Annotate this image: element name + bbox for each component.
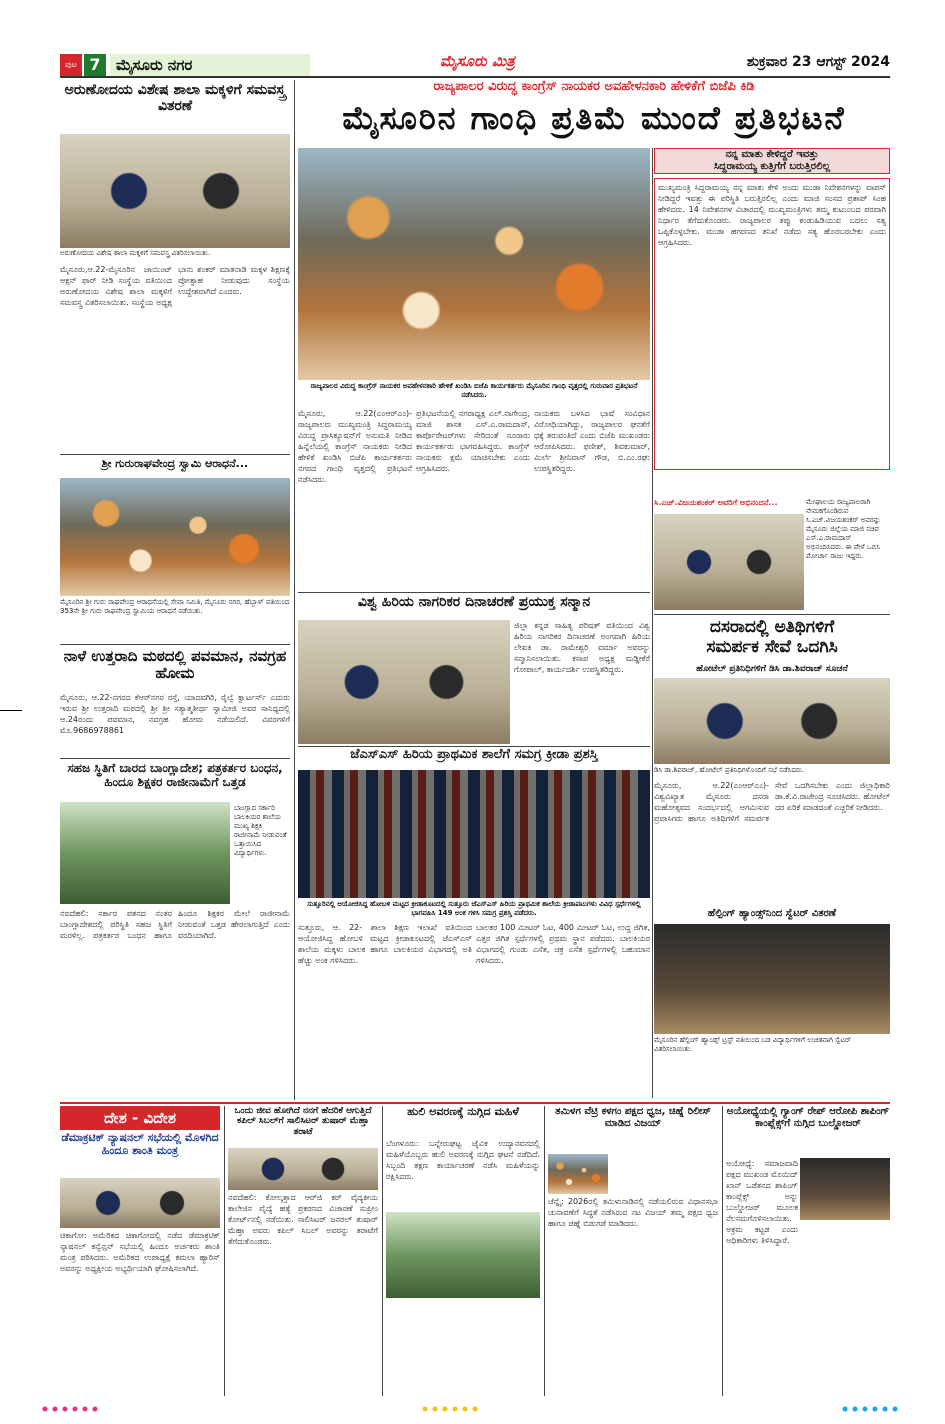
helping-photo — [654, 924, 890, 1034]
lead-body-col3: ನಾಯಕರು ಬಳಸಿದ ಭಾಷೆ ಸಂವಿಧಾನ ವಿರೋಧಿಯಾಗಿದ್ದು, ರಾಜ್ಯಪಾಲರ ಘನತೆಗೆ ಧಕ್ಕೆ ತರುವಂತಿದೆ ಎಂದು ಬಿಜೆಪಿ ಮುಖಂಡರು ಆರೋಪಿಸಿದರು. ಫಣೀಶ್, ಶಿವಕುಮಾರ್, ಮಿರ್ಲೆ ಶ್ರೀನಿವಾಸ್ ಗೌಡ, ಬಿ.ಎಂ.ರಘು ಉಪಸ್ಥಿತರಿದ್ದರು. — [534, 409, 650, 473]
sports-caption: ಸುತ್ತೂರಿನಲ್ಲಿ ಆಯೋಜಿಸಿದ್ದ ಹೋಬಳಿ ಮಟ್ಟದ ಕ್ರೀಡಾಕೂಟದಲ್ಲಿ ಸುತ್ತೂರು ಜೆಎಸ್‌ಎಸ್ ಹಿರಿಯ ಪ್ರಾಥಮಿಕ ಶಾಲೆಯ ಕ್ರೀಡಾಪಟುಗಳು ವಿವಿಧ ಸ್ಪರ್ಧೆಗಳಲ್ಲಿ ಭಾಗವಹಿಸಿ 149 ಅಂಕ ಗಳಿಸಿ ಸಮಗ್ರ ಪ್ರಶಸ್ತಿ ಪಡೆದರು. — [298, 900, 650, 920]
world-story4-headline: ತಮಿಳಗ ವೆಟ್ರಿ ಕಳಗಂ ಪಕ್ಷದ ಧ್ವಜ, ಚಿಹ್ನೆ ರಿಲೀಸ್ ಮಾಡಿದ ವಿಜಯ್ — [555, 1106, 711, 1129]
divider — [60, 454, 290, 455]
world-story1-photo — [60, 1178, 220, 1228]
paper-date: ಶುಕ್ರವಾರ 23 ಆಗಸ್ಟ್ 2024 — [746, 54, 890, 70]
world-story5-photo — [800, 1158, 890, 1220]
lead-photo — [298, 148, 650, 380]
uniform-body: ಮೈಸೂರು,ಆ.22-ಮೈಸೂರಿನ ಜಾಯಿಂಟ್ ಆಕ್ಷನ್ ಫಾರ್ ನೀಡಿ ಸಂಸ್ಥೆಯ ವತಿಯಿಂದ ಅರುಣೋದಯ ವಿಶೇಷ ಶಾಲಾ ಮಕ್ಕಳಿಗೆ ಸಮವಸ್ತ್ರ ವಿತರಿಸಲಾಯಿತು. ಸಂಸ್ಥೆಯ ಅಧ್ಯಕ್ಷ ಭಾನು ಶಂಕರ್ ಮಾತನಾಡಿ ಮಕ್ಕಳ ಶಿಕ್ಷಣಕ್ಕೆ ಪ್ರೋತ್ಸಾಹ ನೀಡುವುದು ಸಂಸ್ಥೆಯ ಉದ್ದೇಶವಾಗಿದೆ ಎಂದರು. — [60, 265, 290, 307]
senior-headline: ವಿಶ್ವ ಹಿರಿಯ ನಾಗರಿಕರ ದಿನಾಚರಣೆ ಪ್ರಯುಕ್ತ ಸನ್ಮಾನ — [357, 594, 591, 610]
registration-dots — [840, 1405, 900, 1413]
column-rule — [544, 1106, 545, 1396]
dasara-caption: ಡಿಸಿ ಡಾ.ಶಿವರಾಜ್, ಹೋಟೆಲ್ ಪ್ರತಿನಿಧಿಗಳೊಂದಿಗೆ ಸಭೆ ನಡೆಸಿದರು. — [654, 766, 890, 778]
cm-box — [654, 148, 890, 174]
uniform-headline: ಅರುಣೋದಯ ವಿಶೇಷ ಶಾಲಾ ಮಕ್ಕಳಿಗೆ ಸಮವಸ್ತ್ರ ವಿತರಣೆ — [64, 82, 286, 115]
helping-caption: ಮೈಸೂರಿನ ಹೆಲ್ಪಿಂಗ್ ಹ್ಯಾಂಡ್ಸ್ ಟ್ರಸ್ಟ್ ವತಿಯಿಂದ ಬಡ ವಿದ್ಯಾರ್ಥಿಗಳಿಗೆ ಉಚಿತವಾಗಿ ಸ್ವೆಟರ್ ವಿತರಿಸಲಾಯಿತು. — [654, 1036, 890, 1098]
column-rule — [652, 148, 653, 1098]
honour-kicker: ಸಿ.ಎಚ್.ವಿಜಯಶಂಕರ್ ಅವರಿಗೆ ಅಭಿನಂದನೆ... — [654, 498, 778, 507]
world-story3-photo — [386, 1212, 540, 1298]
cm-headline-line2: ಸಿದ್ದರಾಮಯ್ಯ ಕುತ್ತಿಗೆಗೆ ಬರುತ್ತಿರಲಿಲ್ಲ — [713, 160, 831, 172]
divider — [60, 644, 290, 645]
world-story3-headline: ಹುಲಿ ಅವರಣಕ್ಕೆ ನುಗ್ಗಿದ ಮಹಿಳೆ — [407, 1106, 519, 1118]
bangladesh-headline: ಸಹಜ ಸ್ಥಿತಿಗೆ ಬಾರದ ಬಾಂಗ್ಲಾದೇಶ; ಪತ್ರಕರ್ತರ ಬಂಧನ, ಹಿಂದೂ ಶಿಕ್ಷಕರ ರಾಜೀನಾಮೆಗೆ ಒತ್ತಡ — [67, 762, 283, 789]
world-story2-body: ನವದೆಹಲಿ: ಕೋಲ್ಕತ್ತಾದ ಆರ್‌ಜಿ ಕರ್ ವೈದ್ಯಕೀಯ ಕಾಲೇಜಿನ ವೈದ್ಯೆ ಹತ್ಯೆ ಪ್ರಕರಣದ ವಿಚಾರಣೆ ಸುಪ್ರೀಂ ಕೋರ್ಟ್‌ನಲ್ಲಿ ನಡೆಯಿತು. ಸಾಲಿಸಿಟರ್ ಜನರಲ್ ತುಷಾರ್ ಮೆಹ್ತಾ ಅವರು ಕಪಿಲ್ ಸಿಬಲ್ ಅವರನ್ನು ತರಾಟೆಗೆ ತೆಗೆದುಕೊಂಡರು. — [228, 1193, 378, 1246]
paper-name: ಮೈಸೂರು ಮಿತ್ರ — [440, 52, 515, 70]
registration-dots — [420, 1405, 480, 1413]
lead-caption: ರಾಜ್ಯಪಾಲರ ವಿರುದ್ಧ ಕಾಂಗ್ರೆಸ್ ನಾಯಕರ ಅವಹೇಳನಕಾರಿ ಹೇಳಿಕೆ ಖಂಡಿಸಿ ಬಿಜೆಪಿ ಕಾರ್ಯಕರ್ತರು ಮೈಸೂರಿನ ಗಾಂಧಿ ವೃತ್ತದಲ್ಲಿ ಗುರುವಾರ ಪ್ರತಿಭಟನೆ ನಡೆಸಿದರು. — [298, 382, 650, 406]
world-story5-headline: ಅಯೋಧ್ಯೆಯಲ್ಲಿ ಗ್ಯಾಂಗ್ ರೇಪ್ ಆರೋಪಿ ಶಾಪಿಂಗ್ ಕಾಂಪ್ಲೆಕ್ಸ್‌ಗೆ ನುಗ್ಗಿದ ಬುಲ್ಡೋಜರ್ — [726, 1106, 890, 1129]
column-rule — [722, 1106, 723, 1396]
column-rule — [224, 1106, 225, 1396]
divider — [298, 592, 650, 593]
world-story3-body: ಬೆಂಗಳೂರು: ಬನ್ನೇರುಘಟ್ಟ ಜೈವಿಕ ಉದ್ಯಾನವನದಲ್ಲಿ ಮಹಿಳೆಯೊಬ್ಬರು ಹುಲಿ ಅವರಣಕ್ಕೆ ನುಗ್ಗಿದ ಘಟನೆ ನಡೆದಿದೆ. ಸಿಬ್ಬಂದಿ ತಕ್ಷಣ ಕಾರ್ಯಾಚರಣೆ ನಡೆಸಿ ಮಹಿಳೆಯನ್ನು ರಕ್ಷಿಸಿದರು. — [386, 1139, 540, 1181]
world-story4-photo — [548, 1154, 608, 1194]
column-rule — [382, 1106, 383, 1396]
world-section-label: ದೇಶ - ವಿದೇಶ — [60, 1106, 220, 1130]
dasara-body: ಮೈಸೂರು, ಆ.22(ಎಂಆರ್‌ಎಂ)- ವಿಶ್ವವಿಖ್ಯಾತ ಮೈಸೂರು ದಸರಾ ಮಹೋತ್ಸವದ ಸಂದರ್ಭದಲ್ಲಿ ಆಗಮಿಸುವ ಪ್ರವಾಸಿಗರು ಹಾಗೂ ಅತಿಥಿಗಳಿಗೆ ಸಮರ್ಪಕ ಸೇವೆ ಒದಗಿಸಬೇಕು ಎಂದು ಜಿಲ್ಲಾಧಿಕಾರಿ ಡಾ.ಕೆ.ವಿ.ರಾಜೇಂದ್ರ ಸೂಚಿಸಿದರು. ಹೋಟೆಲ್ ದರ ಏರಿಕೆ ಮಾಡದಂತೆ ಎಚ್ಚರಿಕೆ ನೀಡಿದರು. — [654, 781, 890, 823]
bangladesh-side-caption: ಬಾಂಗ್ಲಾದ ಸರ್ಕಾರಿ ಬಾಲಕಿಯರ ಶಾಲೆಯ ಮುಖ್ಯ ಶಿಕ್ಷಕಿ ರಾಜೀನಾಮೆ ನೀಡುವಂತೆ ಒತ್ತಾಯಿಸಿದ ವಿದ್ಯಾರ್ಥಿಗಳು. — [234, 804, 290, 904]
bangladesh-body: ನವದೆಹಲಿ: ಸರ್ಕಾರ ಪತನದ ನಂತರ ಬಾಂಗ್ಲಾದೇಶದಲ್ಲಿ ಪರಿಸ್ಥಿತಿ ಸಹಜ ಸ್ಥಿತಿಗೆ ಮರಳಿಲ್ಲ. ಪತ್ರಕರ್ತರ ಬಂಧನ ಹಾಗೂ ಹಿಂದೂ ಶಿಕ್ಷಕರ ಮೇಲೆ ರಾಜೀನಾಮೆ ನೀಡುವಂತೆ ಒತ್ತಡ ಹೇರಲಾಗುತ್ತಿದೆ ಎಂದು ವರದಿಯಾಗಿದೆ. — [60, 909, 290, 940]
divider — [60, 758, 290, 759]
world-story2-headline: ಒಂದು ಜೀವ ಹೋಗಿದೆ ನನಗೆ ಹೆದರಿಕೆ ಆಗುತ್ತಿದೆ ಕಪಿಲ್ ಸಿಬಲ್‌ಗೆ ಸಾಲಿಸಿಟರ್ ತುಷಾರ್ ಮೆಹ್ತಾ ತರಾಟೆ — [234, 1106, 372, 1137]
dasara-photo — [654, 678, 890, 764]
homa-body: ಮೈಸೂರು, ಆ.22-ನಗರದ ಕೆಆರ್‌ನಗರ ರಸ್ತೆ, ಯಾದವಗಿರಿ, ರೈಲ್ವೆ ಕ್ವಾರ್ಟರ್ಸ್ ಎದುರು ಇರುವ ಶ್ರೀ ಉತ್ತರಾದಿ ಮಠದಲ್ಲಿ ಶ್ರೀ ಶ್ರೀ ಸತ್ಯಾತ್ಮತೀರ್ಥ ಸ್ವಾಮೀಜಿ ಅವರ ಸಾನಿಧ್ಯದಲ್ಲಿ ಆ.24ರಂದು ಪವಮಾನ, ನವಗ್ರಹ ಹೋಮ ನಡೆಯಲಿದೆ. ವಿವರಗಳಿಗೆ ಮೊ.9686978861 — [60, 693, 290, 735]
senior-body: ಜಿಲ್ಲಾ ಕನ್ನಡ ಸಾಹಿತ್ಯ ಪರಿಷತ್ ವತಿಯಿಂದ ವಿಶ್ವ ಹಿರಿಯ ನಾಗರಿಕರ ದಿನಾಚರಣೆ ಅಂಗವಾಗಿ ಹಿರಿಯ ಲೇಖಕಿ ಡಾ. ರಾಮೇಶ್ವರಿ ವರ್ಮಾ ಅವರನ್ನು ಸನ್ಮಾನಿಸಲಾಯಿತು. ಕಸಾಪ ಅಧ್ಯಕ್ಷ ಮಡ್ಡೀಕೆರೆ ಗೋಪಾಲ್, ಕಾರ್ಯದರ್ಶಿ ಉಪಸ್ಥಿತರಿದ್ದರು. — [514, 621, 650, 674]
registration-dots — [40, 1405, 100, 1413]
world-story1-headline: ಡೆಮಾಕ್ರಟಿಕ್ ನ್ಯಾಷನಲ್ ಸಭೆಯಲ್ಲಿ ಮೊಳಗಿದ ಹಿಂದೂ ಶಾಂತಿ ಮಂತ್ರ — [61, 1132, 219, 1157]
section-rule — [60, 1102, 890, 1104]
guru-caption: ಮೈಸೂರಿನ ಶ್ರೀ ಗುರು ರಾಘವೇಂದ್ರ ಆರಾಧನೆಯಲ್ಲಿ ಸೇವಾ ಸಮಿತಿ, ಮೈಸೂರು ನಗರ, ಹೆಬ್ಬಾಳ್ ವತಿಯಿಂದ 353ನೇ ಶ್ರೀ ಗುರು ರಾಘವೇಂದ್ರ ಸ್ವಾಮಿಯ ಆರಾಧನೆ ನಡೆಯಿತು. — [60, 598, 290, 642]
dasara-headline — [654, 618, 890, 662]
senior-photo — [298, 620, 510, 744]
divider — [654, 614, 890, 615]
dasara-headline-line1: ದಸರಾದಲ್ಲಿ ಅತಿಥಿಗಳಿಗೆ — [709, 618, 835, 637]
honour-side-caption: ಮೇಘಾಲಯ ರಾಜ್ಯಪಾಲರಾಗಿ ನೇಮಕಗೊಂಡಿರುವ ಸಿ.ಎಚ್.ವಿಜಯಶಂಕರ್ ಅವರನ್ನು ಮೈಸೂರು ಜಿಲ್ಲೆಯ ಮಾಜಿ ಸಚಿವ ಎಸ್.ಎ.ರಾಮದಾಸ್ ಅಭಿನಂದಿಸಿದರು. ಈ ವೇಳೆ ಒಬಿಸಿ ಮೋರ್ಚಾ ರಾಜು ಇದ್ದರು. — [806, 498, 890, 610]
bangladesh-photo — [60, 802, 230, 904]
honour-photo — [654, 514, 804, 610]
lead-kicker: ರಾಜ್ಯಪಾಲರ ವಿರುದ್ಧ ಕಾಂಗ್ರೆಸ್ ನಾಯಕರ ಅವಹೇಳನಕಾರಿ ಹೇಳಿಕೆಗೆ ಬಿಜೆಪಿ ಕಿಡಿ — [433, 80, 755, 94]
dasara-headline-line2: ಸಮರ್ಪಕ ಸೇವೆ ಒದಗಿಸಿ — [706, 636, 838, 657]
guru-photo — [60, 478, 290, 596]
world-story1-body: ಚಿಕಾಗೋ: ಅಮೆರಿಕದ ಚಿಕಾಗೋದಲ್ಲಿ ನಡೆದ ಡೆಮಾಕ್ರಟಿಕ್ ನ್ಯಾಷನಲ್ ಕನ್ವೆನ್ಷನ್ ಸಭೆಯಲ್ಲಿ ಹಿಂದೂ ಅರ್ಚಕರು ಶಾಂತಿ ಮಂತ್ರ ಪಠಿಸಿದರು. ಅಮೆರಿಕದ ಉಪಾಧ್ಯಕ್ಷೆ ಕಮಲಾ ಹ್ಯಾರಿಸ್ ಅವರನ್ನು ಅಧ್ಯಕ್ಷೀಯ ಅಭ್ಯರ್ಥಿಯಾಗಿ ಘೋಷಿಸಲಾಗಿದೆ. — [60, 1231, 220, 1273]
helping-kicker: ಹೆಲ್ಪಿಂಗ್ ಹ್ಯಾಂಡ್ಸ್‌ನಿಂದ ಸ್ವೆಟರ್ ವಿತರಣೆ — [707, 908, 837, 919]
page-number: 7 — [84, 54, 106, 76]
world-story4-body: ಚೆನ್ನೈ: 2026ರಲ್ಲಿ ತಮಿಳುನಾಡಿನಲ್ಲಿ ನಡೆಯಲಿರುವ ವಿಧಾನಸಭಾ ಚುನಾವಣೆಗೆ ಸಿದ್ಧತೆ ನಡೆಸಿರುವ ನಟ ವಿಜಯ್ ತಮ್ಮ ಪಕ್ಷದ ಧ್ವಜ ಹಾಗೂ ಚಿಹ್ನೆ ಬಿಡುಗಡೆ ಮಾಡಿದರು. — [548, 1197, 718, 1228]
homa-headline: ನಾಳೆ ಉತ್ತರಾದಿ ಮಠದಲ್ಲಿ ಪವಮಾನ, ನವಗ್ರಹ ಹೋಮ — [63, 648, 287, 683]
cm-body: ಮುಖ್ಯಮಂತ್ರಿ ಸಿದ್ದರಾಮಯ್ಯ ನನ್ನ ಮಾತು ಕೇಳಿ ಅಂದು ಮುಡಾ ನಿವೇಶನಗಳನ್ನು ವಾಪಸ್ ನೀಡಿದ್ದರೆ ಇವತ್ತು ಈ ಪರಿಸ್ಥಿತಿ ಬರುತ್ತಿರಲಿಲ್ಲ ಎಂದು ಮಾಜಿ ಸಂಸದ ಪ್ರತಾಪ್ ಸಿಂಹ ಹೇಳಿದರು. 14 ನಿವೇಶನಗಳ ವಿಚಾರದಲ್ಲಿ ಮುಖ್ಯಮಂತ್ರಿಗಳು ತಮ್ಮ ಕುಟುಂಬದ ಪರವಾಗಿ ನಿರ್ಧಾರ ತೆಗೆದುಕೊಂಡರು. ರಾಜ್ಯಪಾಲರ ತಪ್ಪು ಕಂಡುಹಿಡಿಯುವ ಬದಲು ಸತ್ಯ ಒಪ್ಪಿಕೊಳ್ಳಬೇಕು. ಮುಡಾ ಹಗರಣದ ತನಿಖೆ ನಡೆದು ಸತ್ಯ ಹೊರಬರಬೇಕು ಎಂದು ಆಗ್ರಹಿಸಿದರು. — [654, 178, 890, 470]
sports-photo — [298, 770, 650, 898]
page-label: ಪುಟ — [60, 54, 82, 76]
masthead — [60, 52, 890, 78]
lead-body-col2: ಪ್ರತಿಭಟನೆಯಲ್ಲಿ ನಗರಾಧ್ಯಕ್ಷ ಎಲ್.ನಾಗೇಂದ್ರ, ಮಾಜಿ ಶಾಸಕ ಎಸ್.ಎ.ರಾಮದಾಸ್, ಕಾರ್ಪೊರೇಟರ್‌ಗಳು ಸೇರಿದಂತೆ ನೂರಾರು ಕಾರ್ಯಕರ್ತರು ಭಾಗವಹಿಸಿದ್ದರು. ಕಾಂಗ್ರೆಸ್ ನಾಯಕರು ಕ್ಷಮೆ ಯಾಚಿಸಬೇಕು ಎಂದು ಆಗ್ರಹಿಸಿದರು. — [416, 409, 530, 473]
sports-headline: ಜೆಎಸ್‌ಎಸ್ ಹಿರಿಯ ಪ್ರಾಥಮಿಕ ಶಾಲೆಗೆ ಸಮಗ್ರ ಕ್ರೀಡಾ ಪ್ರಶಸ್ತಿ — [350, 748, 598, 762]
lead-headline: ಮೈಸೂರಿನ ಗಾಂಧಿ ಪ್ರತಿಮೆ ಮುಂದೆ ಪ್ರತಿಭಟನೆ — [342, 100, 846, 137]
sports-body-col1: ಸುತ್ತೂರು, ಆ. 22- ಶಾಲಾ ಶಿಕ್ಷಣ ಇಲಾಖೆ ವತಿಯಿಂದ ಆಯೋಜಿಸಿದ್ದ ಹೋಬಳಿ ಮಟ್ಟದ ಕ್ರೀಡಾಕೂಟದಲ್ಲಿ ಜೆಎಸ್‌ಎಸ್ ಶಾಲೆಯ ಮಕ್ಕಳು ಬಾಲಕ ಹಾಗೂ ಬಾಲಕಿಯರ ವಿಭಾಗದಲ್ಲಿ ಅತಿ ಹೆಚ್ಚು ಅಂಕ ಗಳಿಸಿದರು. — [298, 923, 472, 965]
divider — [298, 746, 650, 747]
sports-body-col2: ಬಾಲಕರ 100 ಮೀಟರ್ ಓಟ, 400 ಮೀಟರ್ ಓಟ, ಉದ್ದ ಜಿಗಿತ, ಎತ್ತರ ಜಿಗಿತ ಸ್ಪರ್ಧೆಗಳಲ್ಲಿ ಪ್ರಥಮ ಸ್ಥಾನ ಪಡೆದರು. ಬಾಲಕಿಯರ ವಿಭಾಗದಲ್ಲಿ ಗುಂಡು ಎಸೆತ, ಚಕ್ರ ಎಸೆತ ಸ್ಪರ್ಧೆಗಳಲ್ಲಿ ಬಹುಮಾನ ಗಳಿಸಿದರು. — [476, 923, 650, 965]
cm-headline-line1: ನನ್ನ ಮಾತು ಕೇಳಿದ್ದರೆ ಇವತ್ತು — [725, 149, 819, 160]
world-story5-body: ಅಯೋಧ್ಯೆ: ಸಮಾಜವಾದಿ ಪಕ್ಷದ ಮುಖಂಡ ಮೊಯಿದ್ ಖಾನ್ ಒಡೆತನದ ಶಾಪಿಂಗ್ ಕಾಂಪ್ಲೆಕ್ಸ್ ಅನ್ನು ಬುಲ್ಡೋಜರ್ ಮೂಲಕ ನೆಲಸಮಗೊಳಿಸಲಾಯಿತು. ಅಕ್ರಮ ಕಟ್ಟಡ ಎಂದು ಅಧಿಕಾರಿಗಳು ತಿಳಿಸಿದ್ದಾರೆ. — [726, 1159, 798, 1245]
crop-mark — [0, 710, 22, 711]
section-title: ಮೈಸೂರು ನಗರ — [110, 54, 310, 76]
lead-body-col1: ಮೈಸೂರು, ಆ.22(ಎಂಆರ್‌ಎಂ)- ರಾಜ್ಯಪಾಲರು ಮುಖ್ಯಮಂತ್ರಿ ಸಿದ್ದರಾಮಯ್ಯ ವಿರುದ್ಧ ಪ್ರಾಸಿಕ್ಯೂಷನ್‌ಗೆ ಅನುಮತಿ ನೀಡಿದ ಹಿನ್ನೆಲೆಯಲ್ಲಿ ಕಾಂಗ್ರೆಸ್ ನಾಯಕರು ನೀಡಿದ ಹೇಳಿಕೆ ಖಂಡಿಸಿ ಬಿಜೆಪಿ ಕಾರ್ಯಕರ್ತರು ನಗರದ ಗಾಂಧಿ ವೃತ್ತದಲ್ಲಿ ಪ್ರತಿಭಟನೆ ನಡೆಸಿದರು. — [298, 409, 412, 484]
world-story2-photo — [228, 1148, 378, 1190]
guru-headline: ಶ್ರೀ ಗುರುರಾಘವೇಂದ್ರ ಸ್ವಾಮಿ ಆರಾಧನೆ... — [101, 458, 249, 470]
uniform-caption: ಅರುಣೋದಯ ವಿಶೇಷ ಶಾಲಾ ಮಕ್ಕಳಿಗೆ ಸಮವಸ್ತ್ರ ವಿತರಿಸಲಾಯಿತು. — [60, 249, 290, 261]
uniform-photo — [60, 134, 290, 248]
column-rule — [294, 80, 295, 1100]
dasara-kicker: ಹೋಟೆಲ್ ಪ್ರತಿನಿಧಿಗಳಿಗೆ ಡಿಸಿ ಡಾ.ಶಿವರಾಜ್ ಸೂಚನೆ — [696, 664, 848, 674]
